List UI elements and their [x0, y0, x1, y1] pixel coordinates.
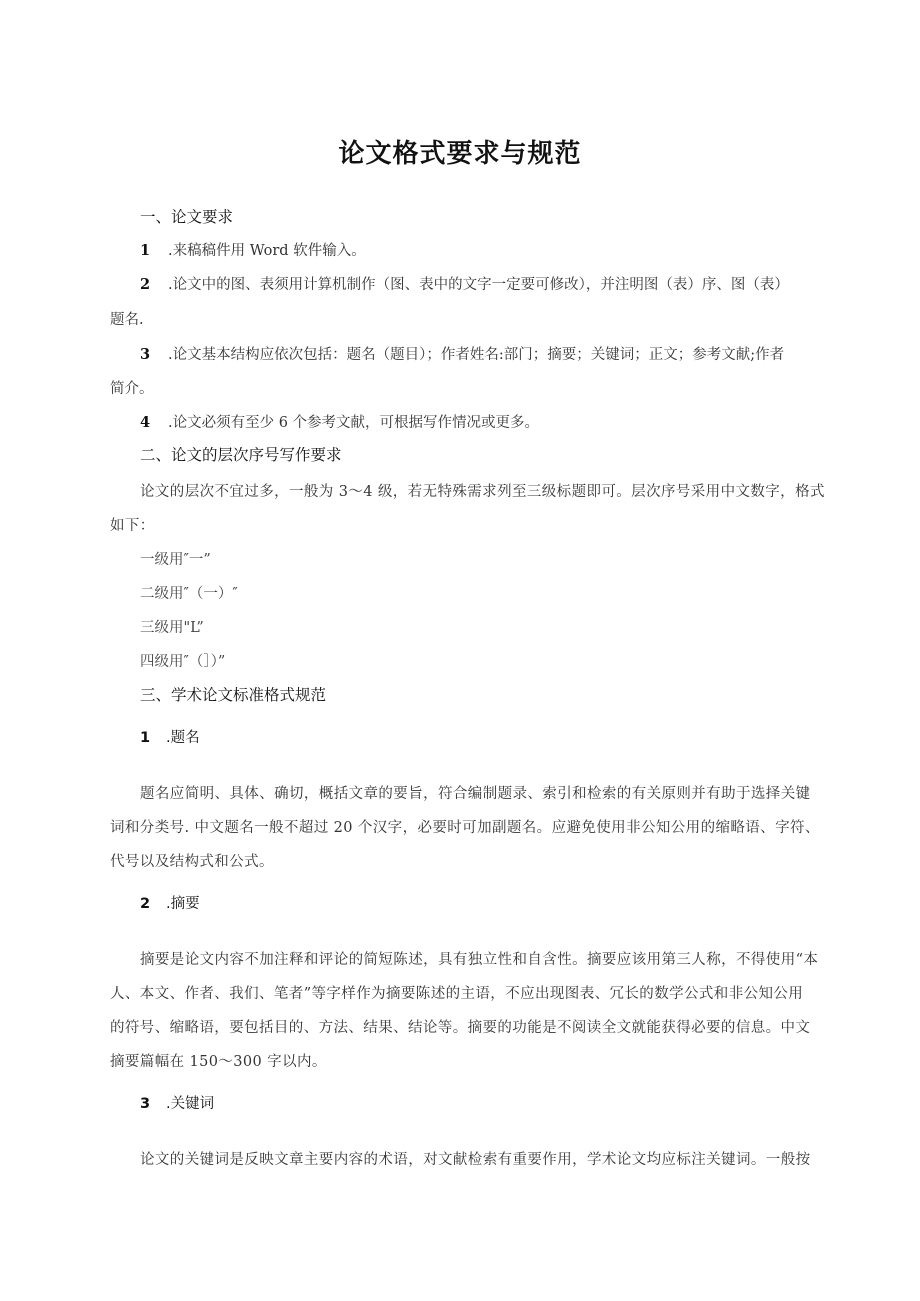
item-number: 4: [140, 414, 151, 431]
level-2-format: 二级用″（一）″: [140, 586, 238, 602]
requirement-item-2: [140, 273, 838, 294]
subheading-number: 1: [140, 730, 151, 746]
title-paragraph-line-2: 词和分类号. 中文题名一般不超过 20 个汉字，必要时可加副题名。应避免使用非公知公用的缩略语、字符、: [110, 820, 820, 836]
subheading-label: .摘要: [166, 896, 200, 912]
subheading-keywords: [140, 1092, 214, 1113]
abstract-paragraph-line-4: 摘要篇幅在 150～300 字以内。: [110, 1054, 327, 1070]
item-text: .论文必须有至少 6 个参考文献，可根据写作情况或更多。: [168, 415, 540, 431]
item-text: .论文基本结构应依次包括：题名（题目）；作者姓名:部门；摘要；关键词；正文；参考文献;作者: [168, 347, 785, 363]
item-text: .来稿稿件用 Word 软件输入。: [168, 243, 366, 259]
abstract-paragraph-line-1: 摘要是论文内容不加注释和评论的简短陈述，具有独立性和自含性。摘要应该用第三人称，不得使用“本: [140, 952, 819, 968]
abstract-paragraph-line-3: 的符号、缩略语，要包括目的、方法、结果、结论等。摘要的功能是不阅读全文就能获得必要的信息。中文: [110, 1020, 811, 1036]
requirement-item-1: [140, 239, 838, 260]
subheading-number: 3: [140, 1096, 151, 1112]
section-heading-levels: 二、论文的层次序号写作要求: [140, 446, 342, 464]
subheading-number: 2: [140, 896, 151, 912]
level-3-format: 三级用"L”: [140, 620, 204, 636]
abstract-paragraph-line-2: 人、本文、作者、我们、笔者”等字样作为摘要陈述的主语，不应出现图表、冗长的数学公式和非公知公用: [110, 986, 804, 1002]
section-heading-requirements: 一、论文要求: [140, 208, 234, 226]
subheading-label: .题名: [166, 730, 200, 746]
title-paragraph-line-3: 代号以及结构式和公式。: [110, 854, 274, 870]
requirement-item-3: [140, 343, 838, 364]
keywords-paragraph-line-1: 论文的关键词是反映文章主要内容的术语，对文献检索有重要作用，学术论文均应标注关键词。一般按: [140, 1152, 811, 1168]
level-1-format: 一级用″一”: [140, 552, 211, 568]
requirement-item-2-continuation: 题名.: [110, 312, 144, 328]
subheading-abstract: [140, 892, 200, 913]
item-text: .论文中的图、表须用计算机制作（图、表中的文字一定要可修改），并注明图（表）序、图（表）: [168, 277, 789, 293]
subheading-label: .关键词: [166, 1096, 215, 1112]
section-heading-standards: 三、学术论文标准格式规范: [140, 686, 327, 704]
subheading-title: [140, 726, 200, 747]
level-4-format: 四级用″（］）”: [140, 654, 226, 670]
title-paragraph-line-1: 题名应简明、具体、确切，概括文章的要旨，符合编制题录、索引和检索的有关原则并有助于选择关键: [140, 786, 811, 802]
levels-paragraph-line-1: 论文的层次不宜过多，一般为 3～4 级，若无特殊需求列至三级标题即可。层次序号采用中文数字，格式: [140, 484, 825, 500]
item-number: 2: [140, 276, 151, 293]
requirement-item-4: [140, 411, 838, 432]
levels-paragraph-line-2: 如下：: [110, 518, 155, 534]
item-number: 1: [140, 242, 151, 259]
document-title: 论文格式要求与规范: [338, 139, 582, 169]
item-number: 3: [140, 346, 151, 363]
requirement-item-3-continuation: 简介。: [110, 381, 154, 397]
